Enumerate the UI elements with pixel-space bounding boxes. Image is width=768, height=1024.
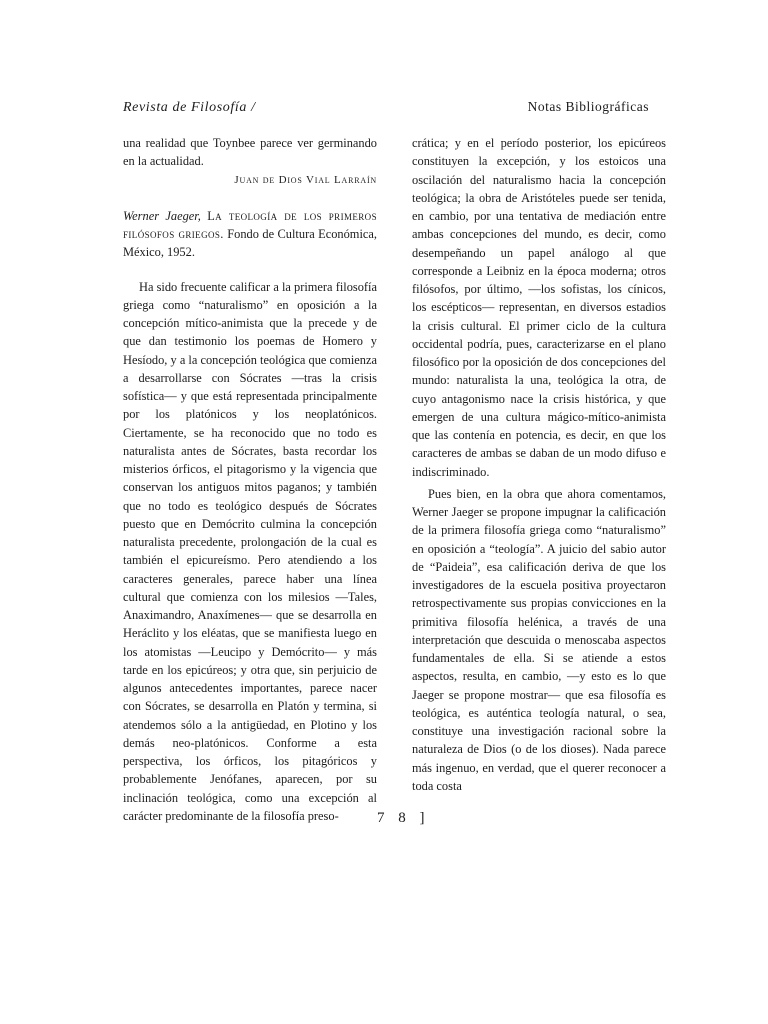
previous-review-ending: una realidad que Toynbee parece ver germinando en la actualidad.: [123, 136, 377, 169]
book-publisher: Fondo de Cultura Económica, México, 1952.: [123, 227, 377, 260]
reviewer-signature: Juan de Dios Vial Larraín: [234, 173, 377, 186]
review-paragraph-continued: crática; y en el período posterior, los epicúreos constituyen la excepción, y los estoicos una oscilación del naturalismo hacia la concepción teológica; la obra de Aristóteles puede ser tenida, en cambio, por una tentativa de mediación entre ambas concepciones del mundo, es decir, como desempeñando un papel análogo al que corresponde a Leibniz en la época moderna; otros filósofos, por último, —los sofistas, los cínicos, los escépticos— representan, en diversos estadios la crisis cultural. El primer ciclo de la cultura occidental podría, pues, caracterizarse en el plano filosófico por la oposición de dos concepciones del mundo: naturalista la una, teológica la otra, de cuyo antagonismo nace la crisis histórica, y que emergen de una cultura mágico-mítico-animista que las contenía en potencia, es decir, en que los caracteres de ambas se daban de un modo difuso e indiscriminado.: [412, 136, 666, 479]
page-number: 7 8 ]: [377, 810, 430, 826]
right-column: [412, 134, 666, 795]
section-title: Notas Bibliográficas: [527, 99, 649, 114]
review-paragraph: Ha sido frecuente calificar a la primera filosofía griega como “naturalismo” en oposición a la concepción mítico-animista que la precede y de que dan testimonio los poemas de Homero y Hesíodo, y a la concepción teológica que comienza a desarrollarse con Sócrates —tras la crisis sofística— y que está representada principalmente por los platónicos y los neoplatónicos. Ciertamente, se ha reconocido que no todo es naturalista antes de Sócrates, basta recordar los misterios órficos, el pitagorismo y la vigencia que conservan los antiguos mitos paganos; y también que no todo es teológico después de Sócrates puesto que en Demócrito culmina la concepción naturalista precedente, prolongación de la cual es también el epicureísmo. Pero atendiendo a los caracteres generales, parece haber una línea cultural que comienza con los milesios —Tales, Anaximandro, Anaxímenes— que se desarrolla en Heráclito y los eléatas, que se manifiesta luego en los atomistas —Leucipo y Demócrito— y más tarde en los epicúreos; y otra que, sin perjuicio de algunos antecedentes importantes, parece nacer con Sócrates, se desarrolla en Platón y termina, si atendemos sólo a la antigüedad, en Plotino y los demás neo-platónicos. Conforme a esta perspectiva, los órficos, los pitagóricos y probablemente Jenófanes, aparecen, por su inclinación teológica, como una excepción al carácter predominante de la filosofía preso-: [123, 279, 377, 823]
book-author: Werner Jaeger,: [123, 208, 201, 223]
journal-title: Revista de Filosofía /: [123, 100, 256, 115]
book-reference: [123, 207, 377, 262]
book-title: La teología de los primeros filósofos griegos.: [123, 208, 377, 241]
left-column: [123, 134, 377, 825]
review-paragraph: Pues bien, en la obra que ahora comentamos, Werner Jaeger se propone impugnar la calificación de la primera filosofía griega como “naturalismo” en oposición a “teología”. A juicio del sabio autor de “Paideia”, esa calificación deriva de que los investigadores de la escuela positiva proyectaron retrospectivamente sus propias convicciones en la primitiva filosofía helénica, a través de una interpretación que descuida o menoscaba aspectos fundamentales de ella. Si se atiende a estos aspectos, resulta, en cambio, —y esto es lo que Jaeger se propone mostrar— que esa filosofía es teológica, es auténtica teología natural, o sea, constituye una investigación racional sobre la naturaleza de Dios (o de los dioses). Nada parece más ingenuo, en verdad, que el querer reconocer a toda costa: [412, 486, 666, 793]
